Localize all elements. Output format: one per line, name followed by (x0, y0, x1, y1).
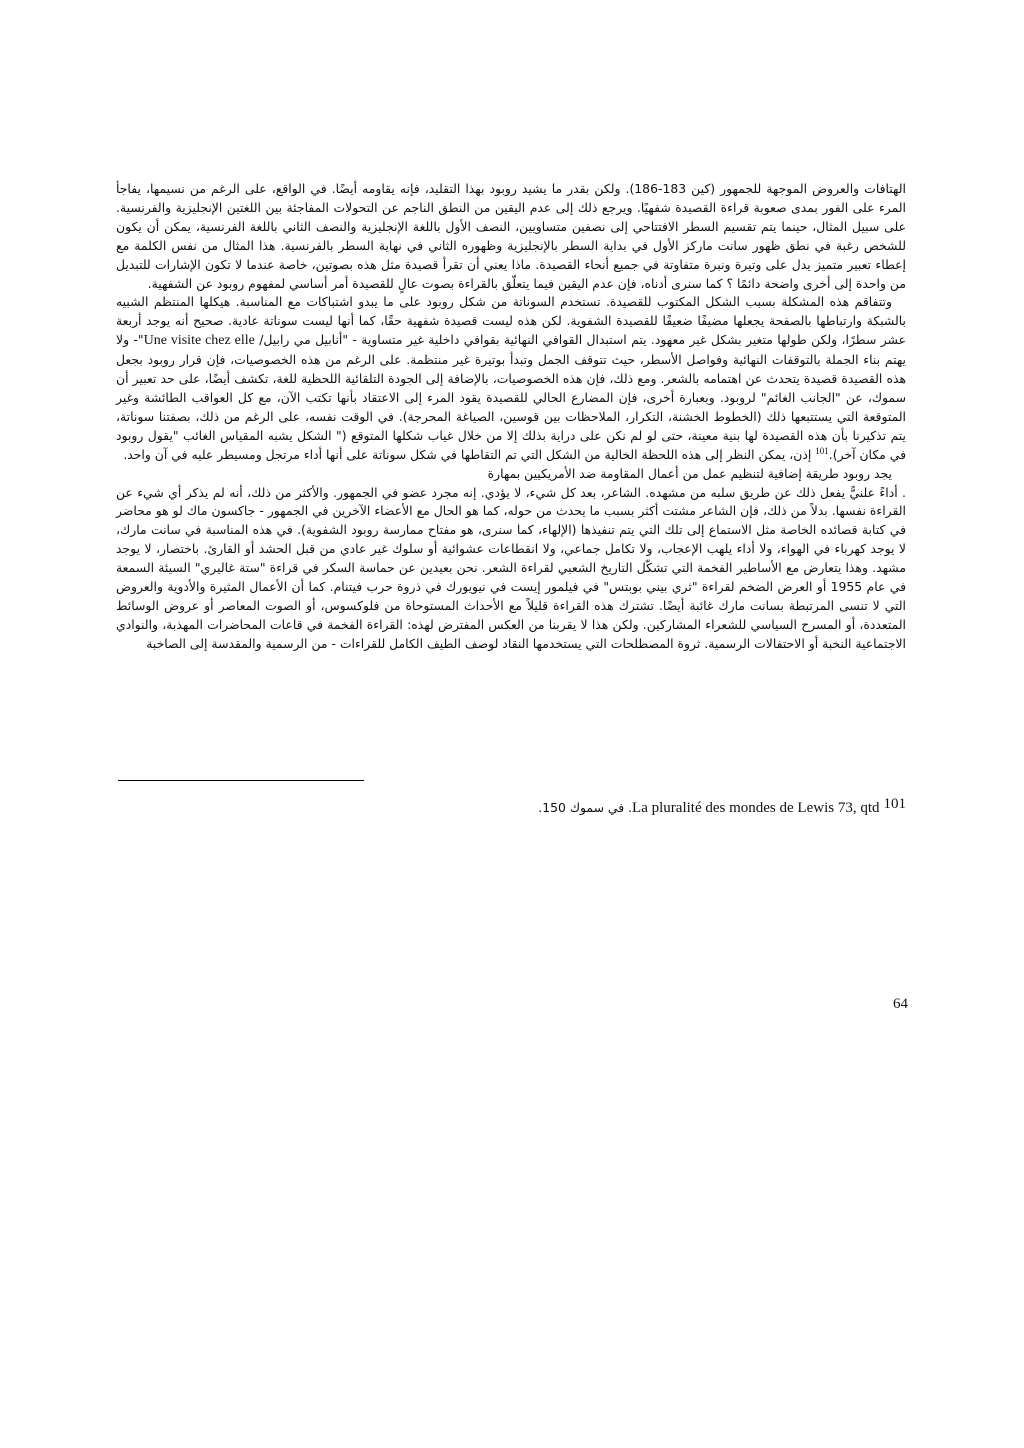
body-text (116, 180, 906, 654)
paragraph-2-text-b: "- ولا يهتم بناء الجملة بالتوقفات النهائية وفواصل الأسطر، حيث تتوقف الجمل وتبدأ بوتيرة غير منتظمة. على الرغم من هذه الخصوصيات، فإن قرار روبود بجعل هذه القصيدة قصيدة يتحدث عن اهتمامه بالشعر. ومع ذلك، فإن هذه الخصوصيات، بالإضافة إلى الجودة التلقائية اللحظية للغة، تكشف أيضًا، على حد تعبير أن سموك، عن "الجانب الغائم" لروبود. وبعبارة أخرى، فإن المضارع الحالي للقصيدة يقود المرء إلى الاعتقاد بأنها تكتب الآن، مع كل العواقب الطائشة وغير المتوقعة التي يستتبعها ذلك (الخطوط الخشنة، التكرار، الملاحظات بين قوسين، الصياغة المحرجة). في الوقت نفسه، على الرغم من ذلك، بصفتنا سوناتة، يتم تذكيرنا بأن هذه القصيدة لها بنية معينة، حتى لو لم نكن على دراية بذلك إلا من خلال غياب شكلها المتوقع (" الشكل يشبه المقياس الغائب "يقول روبود في مكان آخر). (116, 332, 906, 462)
footnote-reference[interactable]: 101 (815, 445, 829, 456)
paragraph-1 (116, 180, 906, 293)
footnote-separator (118, 780, 364, 781)
paragraph-3-text: يجد روبود طريقة إضافية لتنظيم عمل من أعمال المقاومة ضد الأمريكيين بمهارة (487, 465, 892, 481)
paragraph-3 (116, 465, 906, 484)
footnote-number: 101 (883, 796, 906, 812)
paragraph-2-latin-quote: Une visite chez elle (143, 333, 255, 349)
footnote-arabic-text: . في سموك 150. (538, 800, 633, 815)
footnote-latin-text: La pluralité des mondes de Lewis 73, qtd (632, 800, 880, 816)
paragraph-1-text: الهتافات والعروض الموجهة للجمهور (كين 183-186). ولكن بقدر ما يشيد روبود بهذا التقليد، فإنه يقاومه أيضًا. في الواقع، على الرغم من نسيمها، يفاجأ المرء على الفور بمدى صعوبة قراءة القصيدة شفهيًا. ويرجع ذلك إلى عدم اليقين من النطق الناجم عن التحولات المفاجئة بين اللغتين الإنجليزية والفرنسية. على سبيل المثال، حينما يتم تقسيم السطر الافتتاحي إلى نصفين متساويين، النصف الأول باللغة الإنجليزية والنصف الثاني باللغة الفرنسية، يمكن أن يكون للشخص رغبة في نطق ظهور سانت ماركز الأول في بداية السطر بالإنجليزية وظهوره الثاني في نهاية السطر بالفرنسية. هذا المثال من نفس الكلمة مع إعطاء تعبير متميز يدل على وتيرة ونبرة متفاوتة في جميع أنحاء القصيدة. ماذا يعني أن تقرأ قصيدة مثل هذه بصوتين، خاصة عندما لا تكون الإشارات للتبديل من واحدة إلى أخرى واضحة دائمًا ؟ كما سنرى أدناه، فإن عدم اليقين فيما يتعلّق بالقراءة بصوت عالٍ للقصيدة أمر أساسي لمفهوم روبود عن الشفهية. (116, 181, 906, 291)
paragraph-2-text-c: إذن، يمكن النظر إلى هذه اللحظة الخالية من الشكل التي تم التقاطها في شكل سوناتة على أنها أداء مرتجل ومسيطر عليه في آن واحد. (123, 446, 816, 462)
paragraph-4-text: . أداءً علنيًّ يفعل ذلك عن طريق سلبه من مشهده. الشاعر، بعد كل شيء، لا يؤدي. إنه مجرد عضو في الجمهور. والأكثر من ذلك، أنه لم يذكر أي شيء عن القراءة نفسها. بدلاً من ذلك، فإن الشاعر مشتت أكثر بسبب ما يحدث من حوله، كما هو الحال مع الأعضاء الآخرين في الجمهور - جاكسون ماك لو هو محاضر في كتابة قصائده الخاصة مثل الاستماع إلى تلك التي يتم تنفيذها (الإلهاء، كما سنرى، هو مفتاح ممارسة روبود الشفوية). في هذه المناسبة في سانت مارك، لا يوجد كهرباء في الهواء، ولا أداء يلهب الإعجاب، ولا تكامل جماعي، ولا انقطاعات عشوائية أو سلوك غير عادي من قبل الحشد أو القارئ. باختصار، لا يوجد مشهد. وهذا يتعارض مع الأساطير الفخمة التي تشكّل التاريخ الشعبي لقراءة الشعر. نحن بعيدين عن حماسة السكر في قراءة "ستة غاليري" السيئة السمعة في عام 1955 أو العرض الضخم لقراءة "ثري بيني بوبتس" في فيلمور إيست في نيويورك في ذروة حرب فيتنام. كما أن الأعمال المثيرة والأدوية والعروض التي لا تنسى المرتبطة بسانت مارك غائبة أيضًا. تشترك هذه القراءة قليلاً مع الأحداث المستوحاة من فلوكسوس، أو الصوت المعاصر أو عروض الوسائط المتعددة، أو المسرح السياسي للشعراء المشاركين. ولكن هذا لا يقربنا من العكس المفترض لهذه: القراءة الفخمة في قاعات المحاضرات المهذبة، والنوادي الاجتماعية النخبة أو الاحتفالات الرسمية. ثروة المصطلحات التي يستخدمها النقاد لوصف الطيف الكامل للقراءات - من الرسمية والمقدسة إلى الصاخبة (116, 484, 906, 651)
page-number: 64 (893, 996, 908, 1012)
paragraph-2-text-a: وتتفاقم هذه المشكلة بسبب الشكل المكتوب للقصيدة. تستخدم السوناتة من شكل روبود على ما يبدو اشتباكات مع المناسبة. هيكلها المنتظم الشبيه بالشبكة وارتباطها بالصفحة يجعلها مضيفًا ضعيفًا للقصيدة الشفوية. لكن هذه ليست قصيدة شفهية حقًا، كما أنها ليست سوناتة عادية. صحيح أنه يوجد أربعة عشر سطرًا، ولكن طولها متغير بشكل غير معهود. يتم استبدال القوافي النهائية بقوافي داخلية غير متساوية - "أنابيل مي رابيل/ (116, 294, 906, 348)
footnote (206, 794, 906, 818)
paragraph-2 (116, 293, 906, 464)
paragraph-4 (116, 484, 906, 654)
